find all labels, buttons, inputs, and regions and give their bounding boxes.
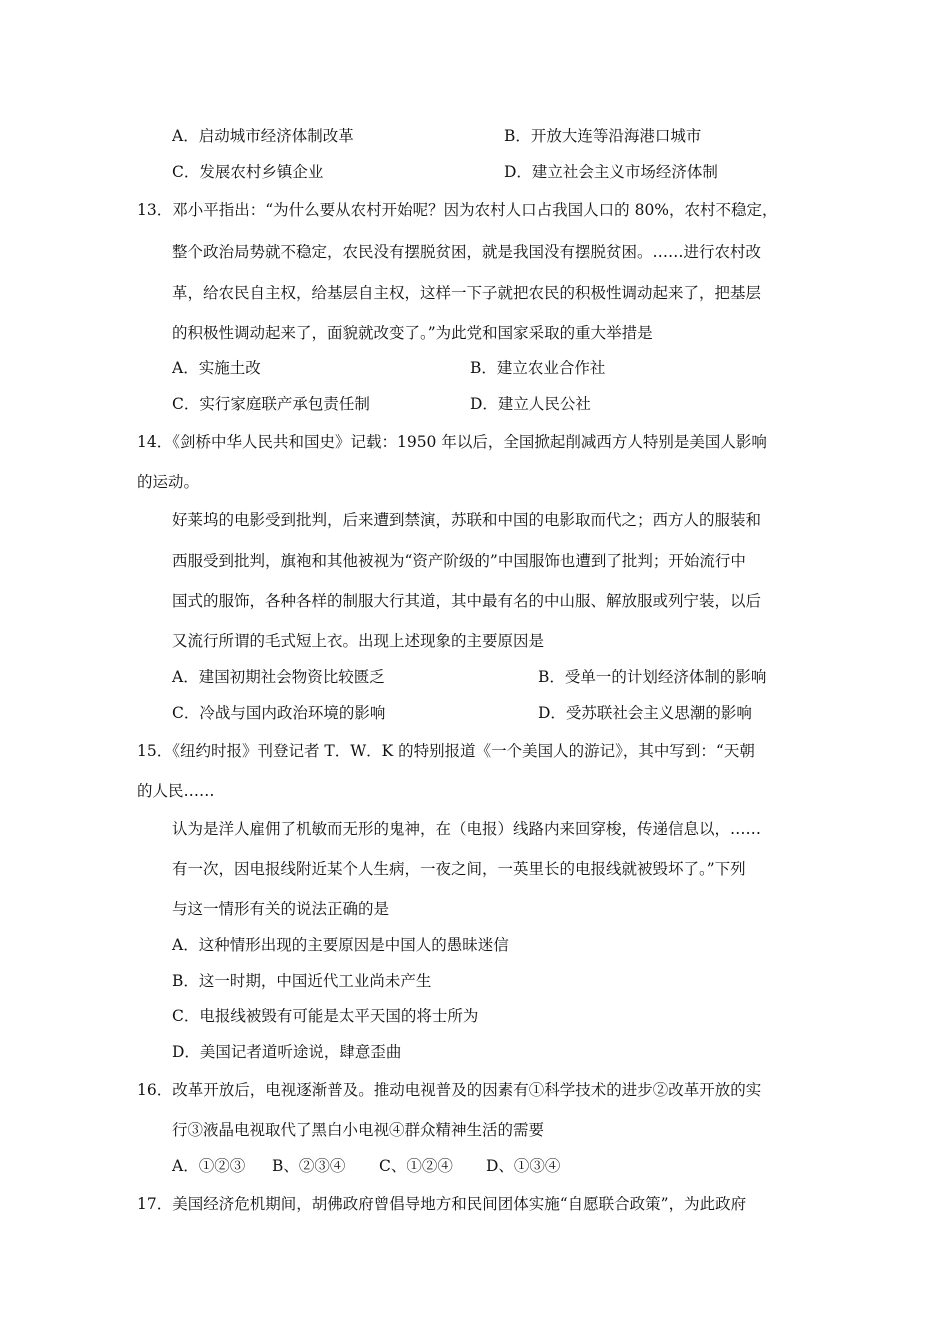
q14-options-row-1	[0, 666, 950, 688]
q16-option-c: C、①②④	[379, 1157, 453, 1175]
q12-options-row-2	[0, 161, 950, 183]
q16-option-b: B、②③④	[272, 1157, 346, 1175]
q15-quote-line-1: 认为是洋人雇佣了机敏而无形的鬼神，在（电报）线路内来回穿梭，传递信息以，……	[172, 820, 762, 838]
q12-option-b: B．开放大连等沿海港口城市	[504, 127, 702, 145]
q14-option-d: D．受苏联社会主义思潮的影响	[538, 704, 752, 722]
q13-option-d: D．建立人民公社	[470, 395, 591, 413]
q15-option-b: B．这一时期，中国近代工业尚未产生	[172, 972, 432, 990]
q14-stem-line-1: 14．《剑桥中华人民共和国史》记载：1950 年以后，全国掀起削减西方人特别是美国人影响	[137, 433, 767, 451]
q14-quote-line-1: 好莱坞的电影受到批判，后来遭到禁演，苏联和中国的电影取而代之；西方人的服装和	[172, 511, 762, 529]
q13-stem-line-1: 13．邓小平指出：“为什么要从农村开始呢？因为农村人口占我国人口的 80%，农村不稳定，	[137, 201, 778, 219]
q16-stem-line-2: 行③液晶电视取代了黑白小电视④群众精神生活的需要	[172, 1121, 545, 1139]
q13-stem-line-3: 革，给农民自主权，给基层自主权，这样一下子就把农民的积极性调动起来了，把基层	[172, 284, 762, 302]
q13-option-a: A．实施土改	[172, 359, 261, 377]
q13-stem-line-2: 整个政治局势就不稳定，农民没有摆脱贫困，就是我国没有摆脱贫困。……进行农村改	[172, 243, 762, 261]
q12-option-d: D．建立社会主义市场经济体制	[504, 163, 718, 181]
q15-option-c: C．电报线被毁有可能是太平天国的将士所为	[172, 1007, 479, 1025]
q15-quote-line-3: 与这一情形有关的说法正确的是	[172, 900, 390, 918]
q14-option-a: A．建国初期社会物资比较匮乏	[172, 668, 385, 686]
q13-stem-line-4: 的积极性调动起来了，面貌就改变了。”为此党和国家采取的重大举措是	[172, 324, 653, 342]
q12-option-a: A．启动城市经济体制改革	[172, 127, 354, 145]
q14-stem-line-2: 的运动。	[137, 473, 200, 491]
q12-options-row-1	[0, 125, 950, 147]
q14-option-c: C．冷战与国内政治环境的影响	[172, 704, 386, 722]
q15-stem-line-2: 的人民……	[137, 782, 215, 800]
q15-quote-line-2: 有一次，因电报线附近某个人生病，一夜之间，一英里长的电报线就被毁坏了。”下列	[172, 860, 746, 878]
q16-options-row	[0, 1155, 950, 1177]
q13-options-row-1	[0, 357, 950, 379]
q13-options-row-2	[0, 393, 950, 415]
q12-option-c: C．发展农村乡镇企业	[172, 163, 324, 181]
q14-quote-line-2: 西服受到批判，旗袍和其他被视为“资产阶级的”中国服饰也遭到了批判；开始流行中	[172, 552, 746, 570]
q14-quote-line-4: 又流行所谓的毛式短上衣。出现上述现象的主要原因是	[172, 632, 545, 650]
q15-stem-line-1: 15．《纽约时报》刊登记者 T．W．K 的特别报道《一个美国人的游记》，其中写到：“天朝	[137, 742, 755, 760]
q17-stem-line-1: 17．美国经济危机期间，胡佛政府曾倡导地方和民间团体实施“自愿联合政策”，为此政府	[137, 1195, 747, 1213]
q14-options-row-2	[0, 702, 950, 724]
q13-option-c: C．实行家庭联产承包责任制	[172, 395, 370, 413]
q15-option-a: A．这种情形出现的主要原因是中国人的愚昧迷信	[172, 936, 509, 954]
q16-option-a: A．①②③	[172, 1157, 246, 1175]
q15-option-d: D．美国记者道听途说，肆意歪曲	[172, 1043, 402, 1061]
q14-quote-line-3: 国式的服饰，各种各样的制服大行其道，其中最有名的中山服、解放服或列宁装，以后	[172, 592, 762, 610]
q14-option-b: B．受单一的计划经济体制的影响	[538, 668, 767, 686]
q16-option-d: D、①③④	[486, 1157, 561, 1175]
q13-option-b: B．建立农业合作社	[470, 359, 606, 377]
q16-stem-line-1: 16．改革开放后，电视逐渐普及。推动电视普及的因素有①科学技术的进步②改革开放的实	[137, 1081, 762, 1099]
